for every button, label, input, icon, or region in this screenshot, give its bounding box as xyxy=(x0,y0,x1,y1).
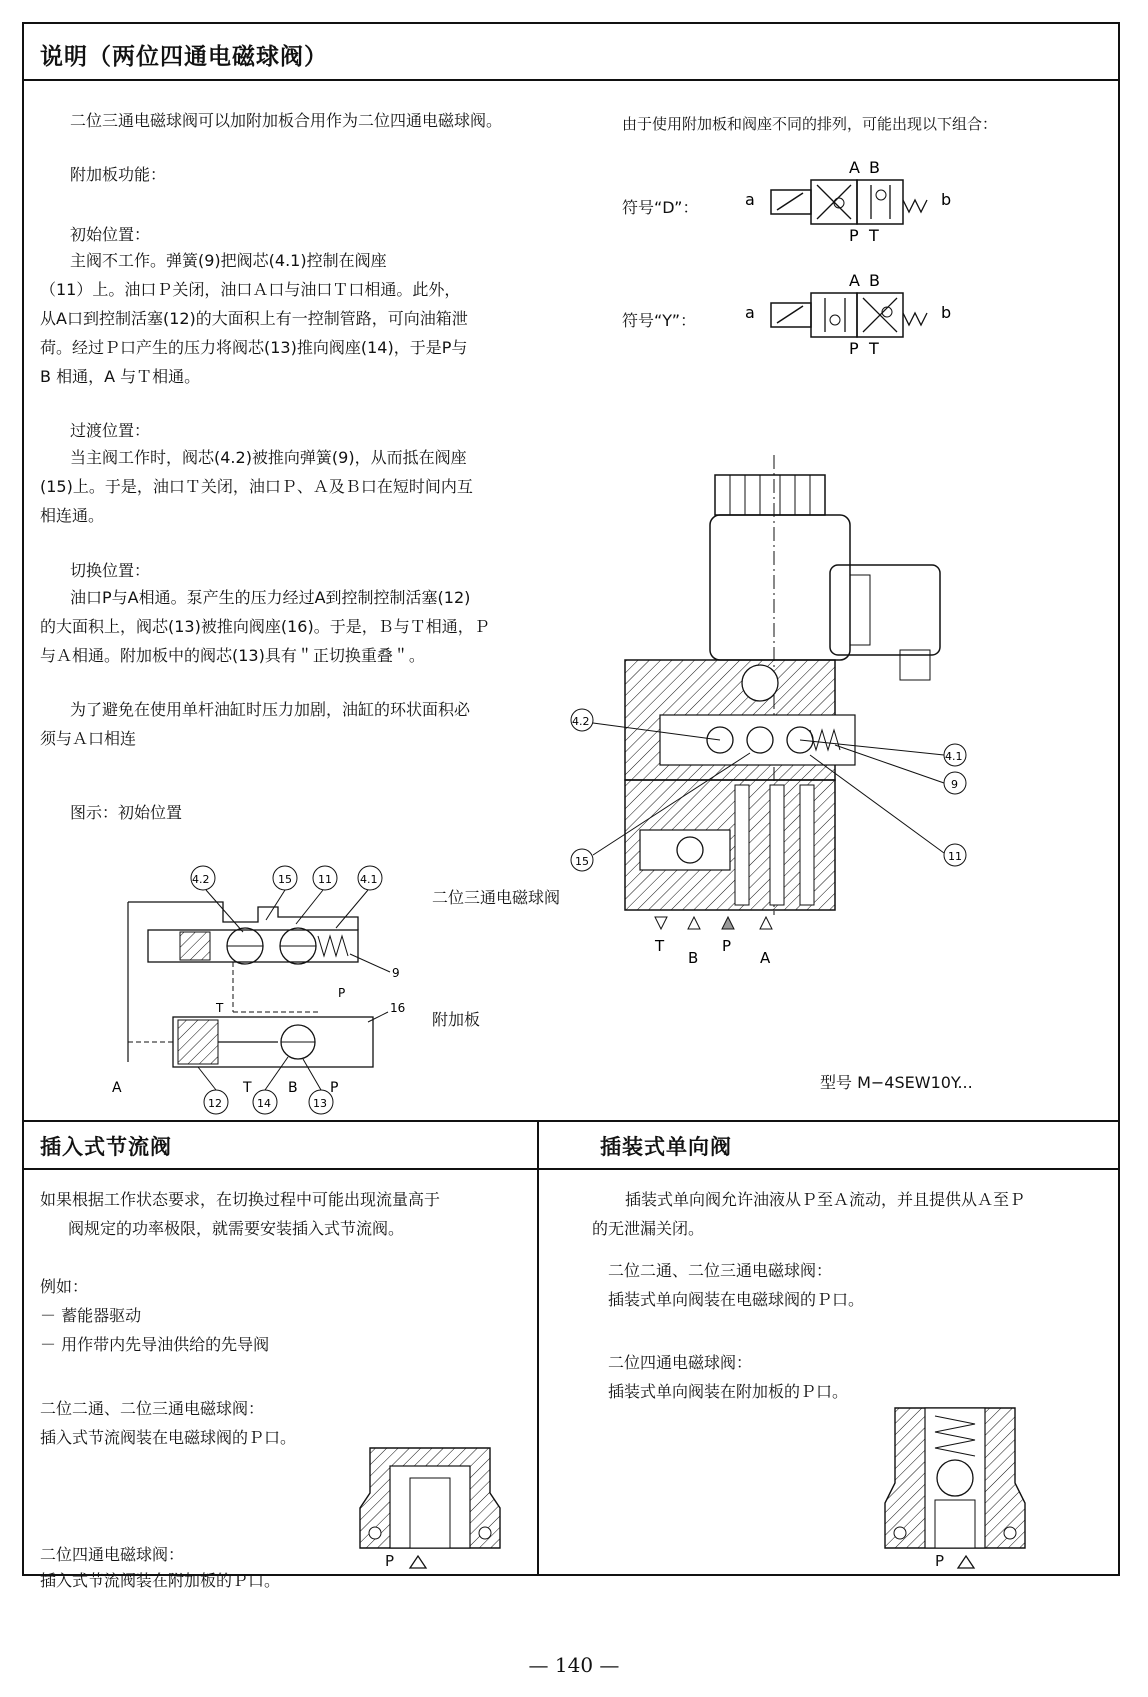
page-title: 说明（两位四通电磁球阀） xyxy=(40,44,328,70)
left-section-title: 插入式节流阀 xyxy=(40,1135,172,1159)
left-line-1: 如果根据工作状态要求，在切换过程中可能出现流量高于 xyxy=(40,1190,441,1209)
svg-text:9: 9 xyxy=(951,778,958,791)
switch-line-3: 与Ａ相通。附加板中的阀芯(13)具有＂正切换重叠＂。 xyxy=(40,646,425,665)
svg-text:a: a xyxy=(745,303,755,322)
svg-text:P: P xyxy=(849,226,859,245)
svg-text:15: 15 xyxy=(278,873,292,886)
svg-text:16: 16 xyxy=(390,1001,406,1015)
svg-text:11: 11 xyxy=(318,873,332,886)
left-sub1-title: 二位二通、二位三通电磁球阀： xyxy=(40,1399,265,1418)
model-number: 型号 M−4SEW10Y... xyxy=(820,1073,973,1092)
left-line-2: 阀规定的功率极限，就需要安装插入式节流阀。 xyxy=(68,1219,405,1238)
symbol-d-diagram xyxy=(745,155,965,245)
right-section-title: 插装式单向阀 xyxy=(600,1135,732,1159)
column-divider xyxy=(537,1120,539,1576)
svg-text:A: A xyxy=(849,271,860,290)
svg-text:b: b xyxy=(941,190,952,209)
combo-intro: 由于使用附加板和阀座不同的排列，可能出现以下组合： xyxy=(622,115,998,133)
throttle-valve-drawing xyxy=(340,1438,520,1548)
init-line-4: 荷。经过Ｐ口产生的压力将阀芯(13)推向阀座(14)，于是P与 xyxy=(40,338,468,357)
right-port-label: P xyxy=(935,1552,945,1570)
right-line-2: 的无泄漏关闭。 xyxy=(592,1219,705,1238)
init-line-2: （11）上。油口Ｐ关闭，油口Ａ口与油口Ｔ口相通。此外， xyxy=(40,280,461,299)
right-port-triangle xyxy=(956,1554,976,1570)
trans-line-3: 相连通。 xyxy=(40,506,105,525)
svg-text:T: T xyxy=(655,937,665,955)
init-line-3: 从A口到控制活塞(12)的大面积上有一控制管路，可向油箱泄 xyxy=(40,309,468,328)
left-example-title: 例如： xyxy=(40,1277,89,1296)
switch-title: 切换位置： xyxy=(70,561,151,580)
right-line-1: 插装式单向阀允许油液从Ｐ至Ａ流动，并且提供从Ａ至Ｐ xyxy=(625,1190,1026,1209)
svg-text:P: P xyxy=(330,1080,339,1096)
label-3way-valve: 二位三通电磁球阀 xyxy=(432,888,561,907)
svg-text:4.1: 4.1 xyxy=(360,873,378,886)
title-divider xyxy=(22,79,1120,81)
svg-text:4.1: 4.1 xyxy=(945,750,963,763)
svg-text:P: P xyxy=(722,937,732,955)
right-sub1-title: 二位二通、二位三通电磁球阀： xyxy=(608,1261,833,1280)
init-line-1: 主阀不工作。弹簧(9)把阀芯(4.1)控制在阀座 xyxy=(70,251,387,270)
note-line-2: 须与Ａ口相连 xyxy=(40,729,137,748)
svg-text:14: 14 xyxy=(257,1097,271,1110)
svg-text:A: A xyxy=(112,1080,122,1096)
svg-text:15: 15 xyxy=(575,855,589,868)
symbol-d-label: 符号“D”： xyxy=(622,198,699,217)
left-sub2-text: 插入式节流阀装在附加板的Ｐ口。 xyxy=(40,1571,281,1590)
init-title: 初始位置： xyxy=(70,225,151,244)
svg-text:B: B xyxy=(288,1080,298,1096)
left-example-2: － 用作带内先导油供给的先导阀 xyxy=(40,1335,270,1354)
left-port-triangle xyxy=(408,1554,428,1570)
svg-text:A: A xyxy=(849,158,860,177)
trans-line-2: (15)上。于是，油口Ｔ关闭，油口Ｐ、Ａ及Ｂ口在短时间内互 xyxy=(40,477,473,496)
label-additional-plate: 附加板 xyxy=(432,1010,481,1029)
intro-text: 二位三通电磁球阀可以加附加板合用作为二位四通电磁球阀。 xyxy=(70,111,503,130)
section-divider xyxy=(22,1120,1120,1122)
svg-text:P: P xyxy=(849,339,859,358)
right-sub2-text: 插装式单向阀装在附加板的Ｐ口。 xyxy=(608,1382,849,1401)
svg-text:a: a xyxy=(745,190,755,209)
check-valve-drawing xyxy=(865,1408,1045,1548)
switch-line-1: 油口P与A相通。泵产生的压力经过A到控制控制活塞(12) xyxy=(70,588,471,607)
right-sub1-text: 插装式单向阀装在电磁球阀的Ｐ口。 xyxy=(608,1290,865,1309)
init-line-5: B 相通，A 与Ｔ相通。 xyxy=(40,367,201,386)
svg-text:4.2: 4.2 xyxy=(572,715,590,728)
svg-text:A: A xyxy=(760,949,771,967)
valve-section-drawing xyxy=(560,455,980,1045)
svg-text:P: P xyxy=(338,986,346,1000)
trans-line-1: 当主阀工作时，阀芯(4.2)被推向弹簧(9)，从而抵在阀座 xyxy=(70,448,467,467)
page-number: — 140 — xyxy=(528,1653,620,1677)
left-sub2-title: 二位四通电磁球阀： xyxy=(40,1545,185,1564)
svg-text:T: T xyxy=(869,226,879,245)
svg-text:T: T xyxy=(216,1001,224,1015)
trans-title: 过渡位置： xyxy=(70,421,151,440)
svg-text:13: 13 xyxy=(313,1097,327,1110)
switch-line-2: 的大面积上，阀芯(13)被推向阀座(16)。于是，Ｂ与Ｔ相通，Ｐ xyxy=(40,617,490,636)
svg-text:B: B xyxy=(688,949,699,967)
svg-text:11: 11 xyxy=(948,850,962,863)
lower-title-divider xyxy=(22,1168,1120,1170)
svg-text:9: 9 xyxy=(392,966,400,980)
svg-text:b: b xyxy=(941,303,952,322)
left-port-label: P xyxy=(385,1552,395,1570)
figure-caption: 图示：初始位置 xyxy=(70,803,183,822)
svg-text:12: 12 xyxy=(208,1097,222,1110)
symbol-y-label: 符号“Y”： xyxy=(622,311,697,330)
right-sub2-title: 二位四通电磁球阀： xyxy=(608,1353,753,1372)
svg-text:B: B xyxy=(869,271,880,290)
left-example-1: － 蓄能器驱动 xyxy=(40,1306,142,1325)
symbol-y-diagram xyxy=(745,268,965,358)
left-sub1-text: 插入式节流阀装在电磁球阀的Ｐ口。 xyxy=(40,1428,297,1447)
svg-text:4.2: 4.2 xyxy=(192,873,210,886)
svg-text:B: B xyxy=(869,158,880,177)
func-title: 附加板功能： xyxy=(70,165,167,184)
note-line-1: 为了避免在使用单杆油缸时压力加剧，油缸的环状面积必 xyxy=(70,700,471,719)
svg-text:T: T xyxy=(869,339,879,358)
svg-text:T: T xyxy=(243,1080,252,1096)
